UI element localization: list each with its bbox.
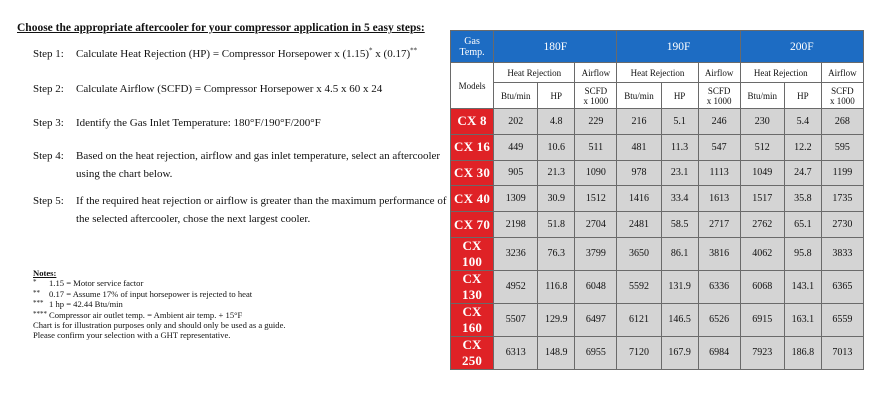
value-cell: 246 xyxy=(698,109,740,135)
value-cell: 95.8 xyxy=(784,237,821,270)
step-4 xyxy=(33,147,453,183)
models-header: Models xyxy=(451,63,494,109)
value-cell: 1113 xyxy=(698,160,740,186)
value-cell: 268 xyxy=(821,109,863,135)
value-cell: 7120 xyxy=(617,336,661,369)
value-cell: 3236 xyxy=(494,237,538,270)
value-cell: 4952 xyxy=(494,270,538,303)
table-row xyxy=(451,237,864,270)
value-cell: 6313 xyxy=(494,336,538,369)
value-cell: 202 xyxy=(494,109,538,135)
value-cell: 21.3 xyxy=(538,160,575,186)
value-cell: 6365 xyxy=(821,270,863,303)
btu-unit-header: Btu/min xyxy=(494,83,538,109)
value-cell: 6048 xyxy=(575,270,617,303)
value-cell: 1090 xyxy=(575,160,617,186)
model-cell: CX 130 xyxy=(451,270,494,303)
value-cell: 1309 xyxy=(494,186,538,212)
scfd-unit-header: SCFD x 1000 xyxy=(575,83,617,109)
notes-section xyxy=(33,268,433,341)
value-cell: 511 xyxy=(575,134,617,160)
value-cell: 3816 xyxy=(698,237,740,270)
value-cell: 5.4 xyxy=(784,109,821,135)
value-cell: 7923 xyxy=(740,336,784,369)
value-cell: 2717 xyxy=(698,212,740,238)
heat-rejection-header: Heat Rejection xyxy=(617,63,698,83)
value-cell: 905 xyxy=(494,160,538,186)
table-row xyxy=(451,160,864,186)
value-cell: 24.7 xyxy=(784,160,821,186)
value-cell: 143.1 xyxy=(784,270,821,303)
btu-unit-header: Btu/min xyxy=(617,83,661,109)
heat-rejection-header: Heat Rejection xyxy=(494,63,575,83)
contact-note: Please confirm your selection with a GHT representative. xyxy=(33,330,231,341)
value-cell: 146.5 xyxy=(661,303,698,336)
value-cell: 6915 xyxy=(740,303,784,336)
value-cell: 65.1 xyxy=(784,212,821,238)
value-cell: 86.1 xyxy=(661,237,698,270)
model-cell: CX 250 xyxy=(451,336,494,369)
value-cell: 449 xyxy=(494,134,538,160)
table-row xyxy=(451,270,864,303)
value-cell: 2730 xyxy=(821,212,863,238)
table-body xyxy=(451,109,864,370)
metric-header-row xyxy=(451,63,864,83)
step-number: Step 3: xyxy=(33,117,64,129)
note-item: ** 0.17 = Assume 17% of input horsepower is rejected to heat xyxy=(33,288,253,299)
value-cell: 1613 xyxy=(698,186,740,212)
value-cell: 6336 xyxy=(698,270,740,303)
btu-unit-header: Btu/min xyxy=(740,83,784,109)
temperature-header-row xyxy=(451,31,864,63)
temp-header-190: 190F xyxy=(617,31,740,63)
value-cell: 5592 xyxy=(617,270,661,303)
model-cell: CX 8 xyxy=(451,109,494,135)
value-cell: 186.8 xyxy=(784,336,821,369)
note-item: * 1.15 = Motor service factor xyxy=(33,278,144,289)
step-text: Identify the Gas Inlet Temperature: 180°F/190°F/200°F xyxy=(76,117,321,129)
aftercooler-selection-table xyxy=(450,30,864,370)
value-cell: 12.2 xyxy=(784,134,821,160)
value-cell: 6559 xyxy=(821,303,863,336)
model-cell: CX 100 xyxy=(451,237,494,270)
value-cell: 5507 xyxy=(494,303,538,336)
value-cell: 6955 xyxy=(575,336,617,369)
value-cell: 2481 xyxy=(617,212,661,238)
model-cell: CX 160 xyxy=(451,303,494,336)
scfd-unit-header: SCFD x 1000 xyxy=(698,83,740,109)
model-cell: CX 40 xyxy=(451,186,494,212)
value-cell: 58.5 xyxy=(661,212,698,238)
value-cell: 216 xyxy=(617,109,661,135)
value-cell: 6526 xyxy=(698,303,740,336)
table-row xyxy=(451,336,864,369)
value-cell: 33.4 xyxy=(661,186,698,212)
value-cell: 35.8 xyxy=(784,186,821,212)
unit-header-row xyxy=(451,83,864,109)
step-5 xyxy=(33,192,453,228)
value-cell: 1049 xyxy=(740,160,784,186)
step-3 xyxy=(33,114,453,132)
value-cell: 4062 xyxy=(740,237,784,270)
step-number: Step 5: xyxy=(33,195,64,207)
value-cell: 163.1 xyxy=(784,303,821,336)
value-cell: 2762 xyxy=(740,212,784,238)
value-cell: 167.9 xyxy=(661,336,698,369)
value-cell: 51.8 xyxy=(538,212,575,238)
model-cell: CX 70 xyxy=(451,212,494,238)
hp-unit-header: HP xyxy=(661,83,698,109)
step-2 xyxy=(33,80,453,98)
table-row xyxy=(451,212,864,238)
step-number: Step 4: xyxy=(33,150,64,162)
step-text: Based on the heat rejection, airflow and gas inlet temperature, select an aftercooler using the chart below. xyxy=(76,150,441,180)
value-cell: 3799 xyxy=(575,237,617,270)
value-cell: 7013 xyxy=(821,336,863,369)
value-cell: 5.1 xyxy=(661,109,698,135)
chart-disclaimer: Chart is for illustration purposes only and should only be used as a guide. xyxy=(33,320,286,331)
value-cell: 30.9 xyxy=(538,186,575,212)
value-cell: 148.9 xyxy=(538,336,575,369)
value-cell: 1512 xyxy=(575,186,617,212)
scfd-unit-header: SCFD x 1000 xyxy=(821,83,863,109)
airflow-header: Airflow xyxy=(821,63,863,83)
value-cell: 6121 xyxy=(617,303,661,336)
heat-rejection-header: Heat Rejection xyxy=(740,63,821,83)
value-cell: 2198 xyxy=(494,212,538,238)
value-cell: 595 xyxy=(821,134,863,160)
model-cell: CX 16 xyxy=(451,134,494,160)
value-cell: 129.9 xyxy=(538,303,575,336)
step-text: If the required heat rejection or airflow is greater than the maximum performance of the selected aftercooler, chose the next largest cooler. xyxy=(76,195,447,225)
model-cell: CX 30 xyxy=(451,160,494,186)
hp-unit-header: HP xyxy=(784,83,821,109)
value-cell: 230 xyxy=(740,109,784,135)
step-text: Calculate Airflow (SCFD) = Compressor Horsepower x 4.5 x 60 x 24 xyxy=(76,83,383,95)
value-cell: 1735 xyxy=(821,186,863,212)
value-cell: 1416 xyxy=(617,186,661,212)
note-item: **** Compressor air outlet temp. = Ambient air temp. + 15°F xyxy=(33,309,243,320)
value-cell: 1199 xyxy=(821,160,863,186)
value-cell: 76.3 xyxy=(538,237,575,270)
value-cell: 6497 xyxy=(575,303,617,336)
notes-title: Notes: xyxy=(33,268,57,278)
value-cell: 11.3 xyxy=(661,134,698,160)
value-cell: 10.6 xyxy=(538,134,575,160)
instructions-heading: Choose the appropriate aftercooler for your compressor application in 5 easy steps: xyxy=(17,22,425,34)
step-number: Step 1: xyxy=(33,48,64,60)
value-cell: 3650 xyxy=(617,237,661,270)
table-row xyxy=(451,134,864,160)
value-cell: 3833 xyxy=(821,237,863,270)
note-item: *** 1 hp = 42.44 Btu/min xyxy=(33,299,123,310)
step-number: Step 2: xyxy=(33,83,64,95)
value-cell: 131.9 xyxy=(661,270,698,303)
table-row xyxy=(451,109,864,135)
table-row xyxy=(451,186,864,212)
hp-unit-header: HP xyxy=(538,83,575,109)
value-cell: 481 xyxy=(617,134,661,160)
value-cell: 1517 xyxy=(740,186,784,212)
value-cell: 6984 xyxy=(698,336,740,369)
value-cell: 23.1 xyxy=(661,160,698,186)
step-text: Calculate Heat Rejection (HP) = Compressor Horsepower x (1.15)* x (0.17)** xyxy=(76,46,418,60)
value-cell: 547 xyxy=(698,134,740,160)
temp-header-200: 200F xyxy=(740,31,863,63)
temp-header-180: 180F xyxy=(494,31,617,63)
value-cell: 229 xyxy=(575,109,617,135)
value-cell: 6068 xyxy=(740,270,784,303)
value-cell: 116.8 xyxy=(538,270,575,303)
value-cell: 512 xyxy=(740,134,784,160)
value-cell: 978 xyxy=(617,160,661,186)
value-cell: 4.8 xyxy=(538,109,575,135)
table-row xyxy=(451,303,864,336)
gas-temp-header: Gas Temp. xyxy=(451,31,494,63)
airflow-header: Airflow xyxy=(698,63,740,83)
airflow-header: Airflow xyxy=(575,63,617,83)
value-cell: 2704 xyxy=(575,212,617,238)
step-1 xyxy=(33,45,453,63)
